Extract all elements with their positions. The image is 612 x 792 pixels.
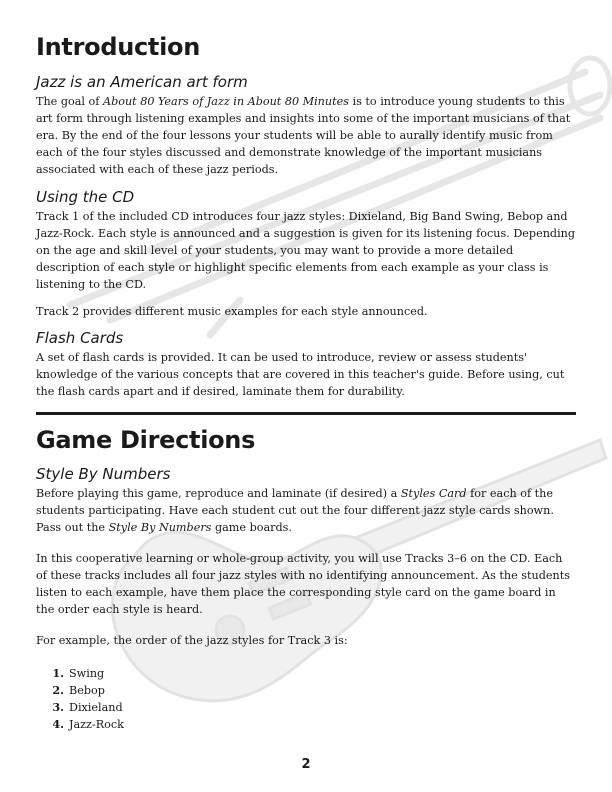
list-item: 4. Jazz-Rock [52, 717, 124, 731]
style-by-numbers-title: Style By Numbers [36, 465, 171, 483]
flash-cards-title: Flash Cards [36, 329, 124, 347]
using-the-cd-paragraph-2: Track 2 provides different music examples for each style announced. [36, 305, 428, 318]
using-the-cd-title: Using the CD [36, 188, 135, 206]
style-by-numbers-paragraph-2: In this cooperative learning or whole-group activity, you will use Tracks 3–6 on the CD. Each of these tracks includes all four jazz styles with no identifying announcement. As the students listen to each example, have them place the corresponding style card on the game board in the order each style is heard. [36, 552, 570, 616]
section-divider [36, 412, 576, 415]
style-by-numbers-emphasis: Style By Numbers [108, 521, 212, 534]
style-by-numbers-paragraph-1: Before playing this game, reproduce and laminate (if desired) a Styles Card for each of the students participating. Have each student cut out the four different jazz style cards shown. Pass out the Style By Numbers game boards. [36, 487, 554, 534]
flash-cards-paragraph: A set of flash cards is provided. It can be used to introduce, review or assess students' knowledge of the various concepts that are covered in this teacher's guide. Before using, cut the flash cards apart and if desired, laminate them for durability. [36, 351, 565, 398]
track-3-style-order-list [36, 665, 576, 733]
jazz-american-art-form-paragraph: The goal of About 80 Years of Jazz in About 80 Minutes is to introduce young students to this art form through listening examples and insights into some of the important musicians of that era. By the end of the four lessons your students will be able to aurally identify music from each of the four styles discussed and demonstrate knowledge of the important musicians associated with each of these jazz periods. [36, 95, 571, 176]
game-directions-heading: Game Directions [36, 426, 256, 454]
page-number: 2 [301, 757, 311, 772]
list-item: 2. Bebop [52, 683, 105, 697]
page-content [36, 32, 576, 733]
styles-card-emphasis: Styles Card [400, 487, 467, 500]
introduction-heading: Introduction [36, 33, 200, 61]
using-the-cd-paragraph-1: Track 1 of the included CD introduces four jazz styles: Dixieland, Big Band Swing, Bebop and Jazz-Rock. Each style is announced and a suggestion is given for its listening focus. Depending on the age and skill level of your students, you may want to provide a more detailed description of each style or highlight specific elements from each example as your class is listening to the CD. [36, 210, 576, 291]
list-item: 3. Dixieland [52, 700, 123, 714]
style-by-numbers-paragraph-3: For example, the order of the jazz styles for Track 3 is: [36, 634, 348, 647]
jazz-american-art-form-title: Jazz is an American art form [36, 73, 248, 91]
list-item: 1. Swing [52, 666, 105, 680]
book-title-emphasis: About 80 Years of Jazz in About 80 Minutes [102, 95, 349, 108]
